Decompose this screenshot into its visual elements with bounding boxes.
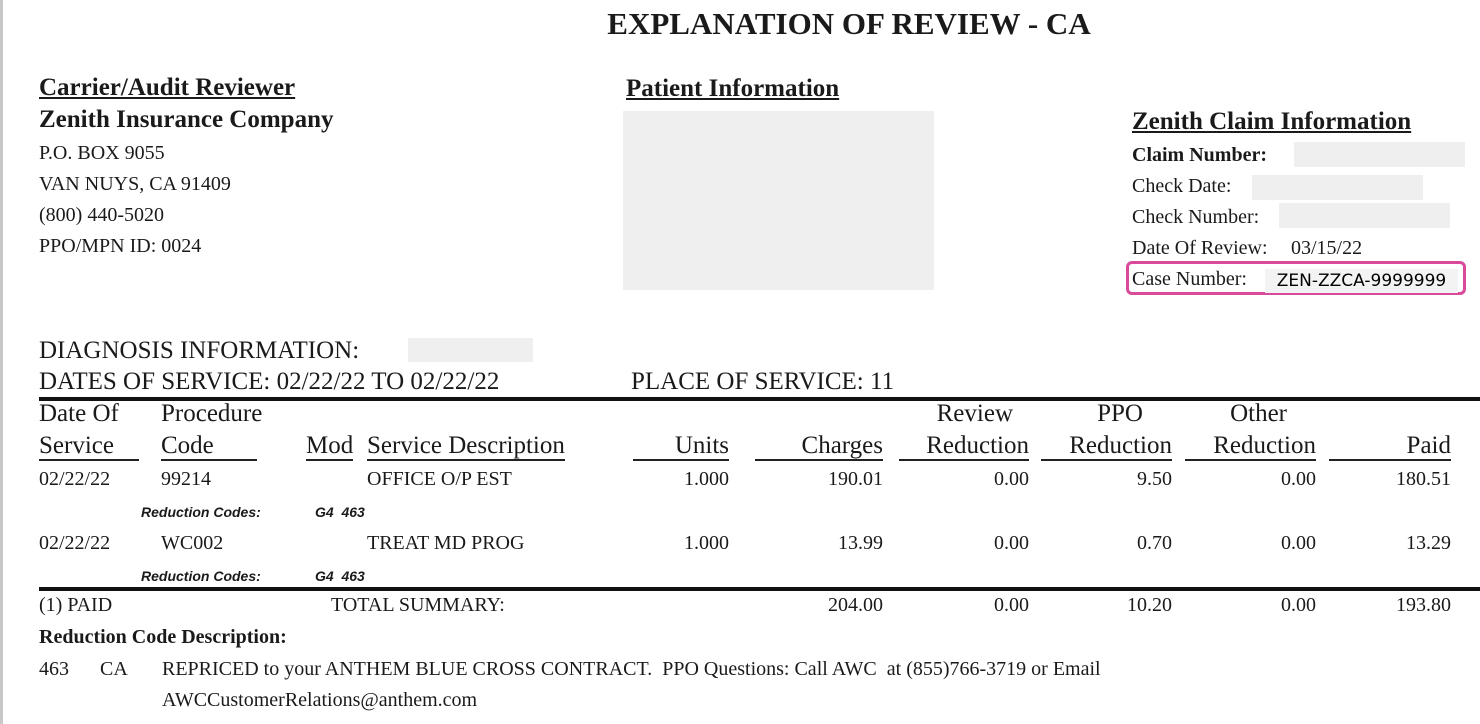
col-proc-line1: Procedure [161, 400, 263, 427]
row-description: OFFICE O/P EST [367, 468, 512, 490]
claim-number-label: Claim Number: [1132, 144, 1267, 166]
row-review: 0.00 [994, 468, 1029, 490]
reduction-state: CA [100, 658, 128, 680]
col-units: Units [633, 432, 729, 461]
case-number-label: Case Number: [1132, 268, 1247, 290]
reduction-codes: G4 463 [315, 568, 365, 584]
patient-heading: Patient Information [626, 75, 840, 102]
row-ppo: 9.50 [1137, 468, 1172, 490]
row-date: 02/22/22 [39, 468, 111, 490]
row-code: WC002 [161, 532, 224, 554]
col-mod: Mod [306, 432, 354, 459]
check-date-redacted [1252, 175, 1423, 200]
reduction-email: AWCCustomerRelations@anthem.com [162, 689, 478, 711]
date-of-review-value: 03/15/22 [1291, 237, 1363, 259]
col-date-line1: Date Of [39, 400, 119, 427]
row-charges: 13.99 [838, 532, 883, 554]
document-title: EXPLANATION OF REVIEW - CA [607, 6, 1091, 41]
col-charges: Charges [755, 432, 883, 461]
reduction-codes: G4 463 [315, 504, 365, 520]
case-number-value: ZEN-ZZCA-9999999 [1265, 269, 1458, 293]
col-review-line2: Reduction [899, 432, 1029, 461]
total-other: 0.00 [1281, 594, 1316, 616]
carrier-heading: Carrier/Audit Reviewer [39, 74, 296, 101]
col-other-line2: Reduction [1185, 432, 1316, 461]
totals-rule [39, 587, 1480, 591]
col-ppo-line1: PPO [1097, 400, 1143, 427]
col-review-line1: Review [936, 400, 1013, 427]
carrier-phone: (800) 440-5020 [39, 204, 164, 226]
row-code: 99214 [161, 468, 211, 490]
col-paid: Paid [1329, 432, 1451, 461]
carrier-address2: VAN NUYS, CA 91409 [39, 173, 231, 195]
reduction-description-heading: Reduction Code Description: [39, 626, 287, 648]
row-paid: 180.51 [1396, 468, 1451, 490]
col-other-line1: Other [1230, 400, 1287, 427]
total-charges: 204.00 [828, 594, 883, 616]
row-charges: 190.01 [828, 468, 883, 490]
dates-of-service: DATES OF SERVICE: 02/22/22 TO 02/22/22 [39, 368, 500, 395]
check-number-redacted [1279, 203, 1450, 228]
total-review: 0.00 [994, 594, 1029, 616]
paid-count: (1) PAID [39, 594, 113, 616]
row-units: 1.000 [684, 468, 729, 490]
row-other: 0.00 [1281, 532, 1316, 554]
total-paid: 193.80 [1396, 594, 1451, 616]
row-paid: 13.29 [1406, 532, 1451, 554]
col-ppo-line2: Reduction [1041, 432, 1172, 461]
reduction-codes-label: Reduction Codes: [141, 504, 261, 520]
total-ppo: 10.20 [1127, 594, 1172, 616]
col-proc-line2: Code [161, 432, 257, 461]
check-number-label: Check Number: [1132, 206, 1260, 228]
carrier-name: Zenith Insurance Company [39, 106, 334, 133]
claim-number-redacted [1294, 142, 1465, 167]
reduction-text: REPRICED to your ANTHEM BLUE CROSS CONTRACT. PPO Questions: Call AWC at (855)766-3719 or Email [162, 658, 1101, 680]
row-description: TREAT MD PROG [367, 532, 525, 554]
row-date: 02/22/22 [39, 532, 111, 554]
claim-heading: Zenith Claim Information [1132, 108, 1412, 135]
col-date-line2: Service [39, 432, 139, 461]
row-ppo: 0.70 [1137, 532, 1172, 554]
col-description: Service Description [367, 432, 565, 459]
patient-info-redacted [623, 111, 934, 290]
row-review: 0.00 [994, 532, 1029, 554]
reduction-code: 463 [39, 658, 69, 680]
carrier-address1: P.O. BOX 9055 [39, 142, 165, 164]
diagnosis-label: DIAGNOSIS INFORMATION: [39, 337, 360, 364]
row-other: 0.00 [1281, 468, 1316, 490]
date-of-review-label: Date Of Review: [1132, 237, 1268, 259]
check-date-label: Check Date: [1132, 175, 1232, 197]
reduction-codes-label: Reduction Codes: [141, 568, 261, 584]
total-summary-label: TOTAL SUMMARY: [331, 594, 505, 616]
place-of-service: PLACE OF SERVICE: 11 [631, 368, 895, 395]
row-units: 1.000 [684, 532, 729, 554]
diagnosis-redacted [408, 338, 533, 362]
carrier-ppo-id: PPO/MPN ID: 0024 [39, 235, 202, 257]
